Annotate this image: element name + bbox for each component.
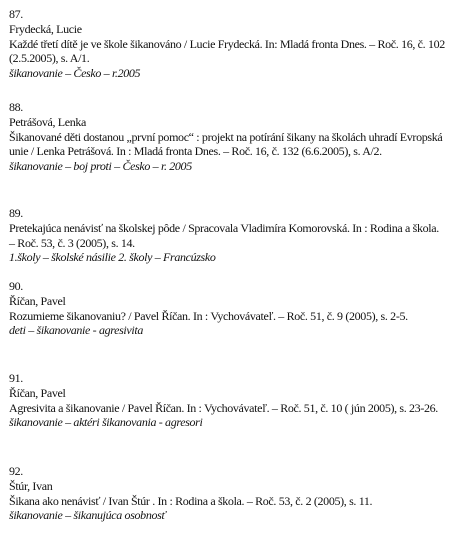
bibliography-entry-92 [9, 464, 447, 523]
entry-number: 90. [9, 279, 23, 293]
entry-author: Petrášová, Lenka [9, 114, 87, 129]
entry-subjects: šikanovanie – aktéri šikanovania - agresori [9, 415, 203, 430]
entry-subjects: deti – šikanovanie - agresivita [9, 323, 144, 338]
entry-description: Rozumieme šikanovaniu? / Pavel Říčan. In : Vychovávateľ. – Roč. 51, č. 9 (2005), s. 2-5. [9, 308, 408, 323]
entry-author: Říčan, Pavel [9, 293, 66, 308]
entry-number: 91. [9, 371, 23, 385]
entry-number: 92. [9, 464, 23, 478]
bibliography-entry-87 [9, 7, 447, 81]
entry-description: Šikanované děti dostanou „první pomoc“ : projekt na potírání šikany na školách uhradí Evropská unie / Lenka Petrášová. In : Mladá fronta Dnes. – Roč. 16, č. 132 (6.6.2005), s. A/2. [9, 129, 443, 159]
entry-author: Frydecká, Lucie [9, 21, 82, 36]
bibliography-entry-90 [9, 279, 447, 338]
bibliography-entry-89 [9, 206, 447, 265]
entry-number: 89. [9, 206, 23, 220]
entry-subjects: šikanovanie – šikanujúca osobnosť [9, 508, 166, 523]
entry-author: Říčan, Pavel [9, 385, 66, 400]
entry-description: Pretekajúca nenávisť na školskej pôde / Spracovala Vladimíra Komorovská. In : Rodina a škola. – Roč. 53, č. 3 (2005), s. 14. [9, 220, 439, 250]
entry-description: Každé třetí dítě je ve škole šikanováno / Lucie Frydecká. In: Mladá fronta Dnes. – Roč. 16, č. 102 (2.5.2005), s. A/1. [9, 36, 445, 66]
entry-author: Štúr, Ivan [9, 478, 53, 493]
bibliography-entry-91 [9, 371, 447, 430]
entry-number: 87. [9, 7, 23, 21]
entry-description: Agresivita a šikanovanie / Pavel Říčan. In : Vychovávateľ. – Roč. 51, č. 10 ( jún 2005), s. 23-26. [9, 400, 438, 415]
entry-description: Šikana ako nenávisť / Ivan Štúr . In : Rodina a škola. – Roč. 53, č. 2 (2005), s. 11. [9, 493, 373, 508]
entry-number: 88. [9, 100, 23, 114]
entry-subjects: šikanovanie – Česko – r.2005 [9, 66, 141, 81]
entry-subjects: 1.školy – školské násilie 2. školy – Francúzsko [9, 250, 216, 265]
entry-subjects: šikanovanie – boj proti – Česko – r. 2005 [9, 159, 192, 174]
bibliography-entry-88 [9, 100, 447, 174]
